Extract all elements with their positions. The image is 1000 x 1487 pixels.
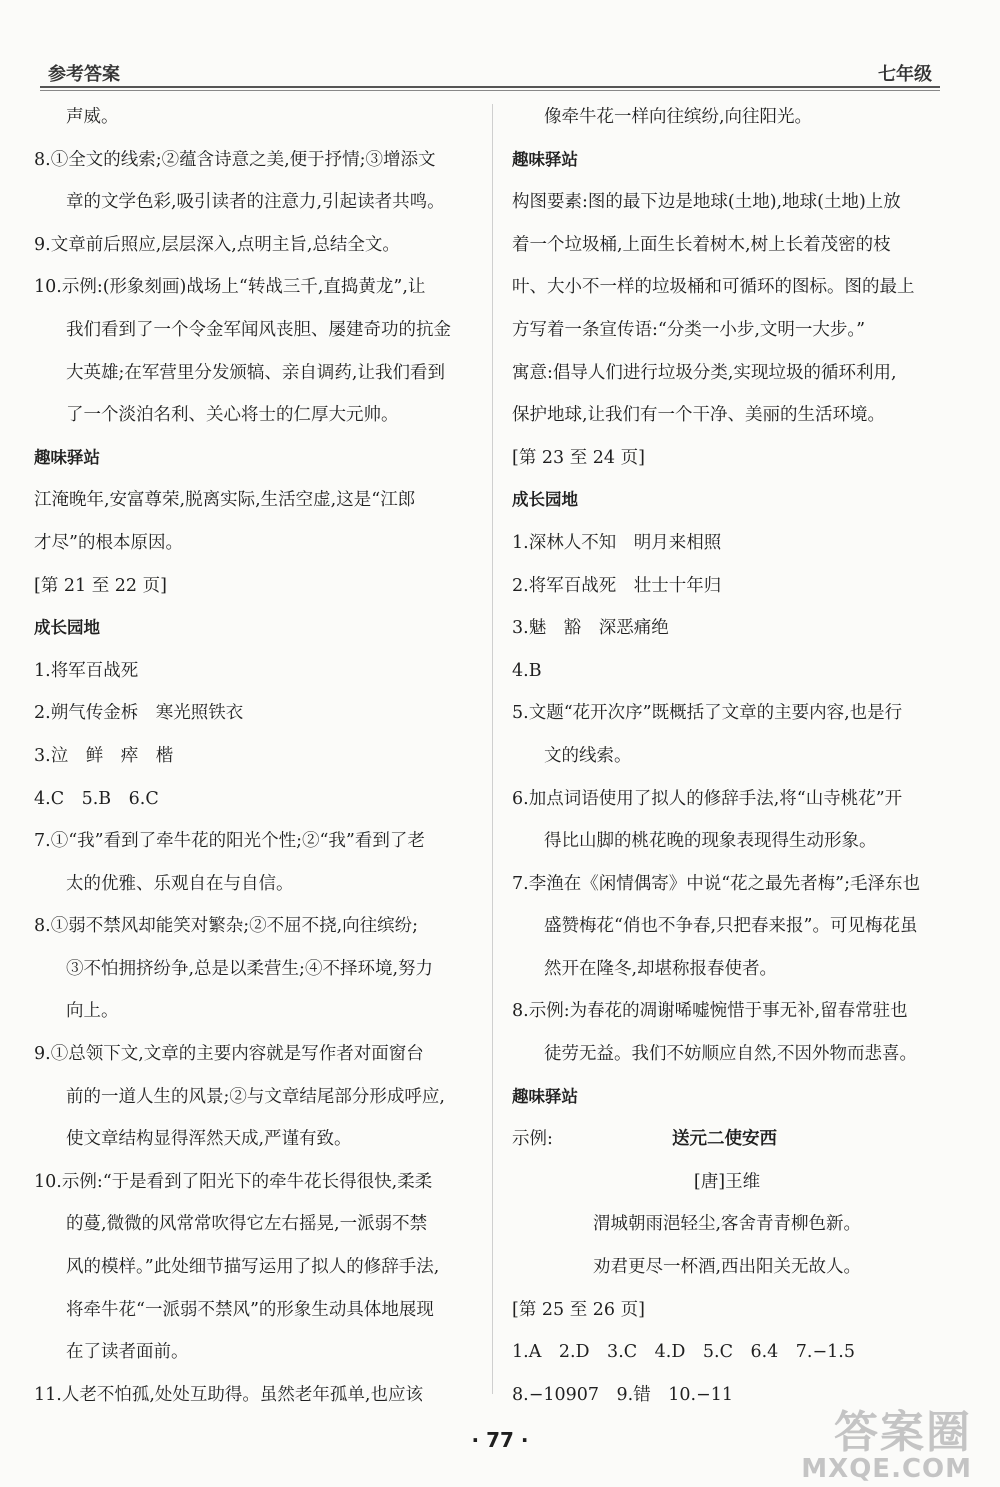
poem-line: 渭城朝雨浥轻尘,客舍青青柳色新。 [592, 1214, 862, 1235]
answer-item: 7.①“我”看到了牵牛花的阳光个性;②“我”看到了老 [34, 831, 425, 852]
text-line: 像牵牛花一样向往缤纷,向往阳光。 [544, 107, 813, 127]
answer-item: 5.文题“花开次序”既概括了文章的主要内容,也是行 [512, 703, 903, 724]
answer-item: 8.①全文的线索;②蕴含诗意之美,便于抒情;③增添文 [34, 149, 436, 170]
page-range-label: [第 25 至 26 页] [512, 1299, 645, 1320]
text-line: 叶、大小不一样的垃圾桶和可循环的图标。图的最上 [512, 277, 915, 298]
answer-item: 4.C 5.B 6.C [34, 788, 159, 809]
answer-item: 1.将军百战死 [34, 660, 139, 681]
section-heading: 趣味驿站 [512, 149, 578, 169]
answer-item: 8.①弱不禁风却能笑对繁杂;②不屈不挠,向往缤纷; [34, 916, 419, 937]
right-column [512, 96, 942, 1416]
header-rule-thin [40, 90, 940, 91]
text-line: 文的线索。 [544, 745, 632, 766]
example-label: 示例: [512, 1129, 553, 1150]
text-line: 着一个垃圾桶,上面生长着树木,树上长着茂密的枝 [512, 234, 891, 255]
answer-item: 6.加点词语使用了拟人的修辞手法,将“山寺桃花”开 [512, 788, 903, 809]
answer-item: 10.示例:“于是看到了阳光下的牵牛花长得很快,柔柔 [34, 1171, 433, 1192]
answer-item: 4.B [512, 660, 542, 681]
left-column [34, 96, 474, 1416]
answer-item: 3.泣 鲜 瘁 楷 [34, 745, 174, 766]
poem-title: 送元二使安西 [672, 1129, 777, 1150]
answer-item: 9.①总领下文,文章的主要内容就是写作者对面窗台 [34, 1044, 424, 1065]
text-line: 的蔓,微微的风常常吹得它左右摇晃,一派弱不禁 [66, 1214, 428, 1235]
watermark-url: MXQE.COM [801, 1454, 972, 1484]
answer-item: 9.文章前后照应,层层深入,点明主旨,总结全文。 [34, 234, 400, 255]
text-line: 将牵牛花“一派弱不禁风”的形象生动具体地展现 [66, 1299, 434, 1320]
text-line: 得比山脚的桃花晚的现象表现得生动形象。 [544, 831, 877, 852]
poem-author: [唐]王维 [693, 1171, 761, 1192]
answer-item: 1.A 2.D 3.C 4.D 5.C 6.4 7.−1.5 [512, 1342, 855, 1363]
answer-item: 11.人老不怕孤,处处互助得。虽然老年孤单,也应该 [34, 1384, 423, 1405]
text-line: 江淹晚年,安富尊荣,脱离实际,生活空虚,这是“江郎 [34, 490, 416, 511]
watermark [801, 1396, 972, 1484]
text-line: 盛赞梅花“俏也不争春,只把春来报”。可见梅花虽 [544, 916, 918, 937]
text-line: 太的优雅、乐观自在与自信。 [66, 873, 294, 894]
answer-item: 7.李渔在《闲情偶寄》中说“花之最先者梅”;毛泽东也 [512, 873, 920, 894]
page-range-label: [第 23 至 24 页] [512, 447, 645, 468]
text-line: 了一个淡泊名利、关心将士的仁厚大元帅。 [66, 405, 399, 426]
text-line: 大英雄;在军营里分发颁犒、亲自调药,让我们看到 [66, 362, 445, 383]
text-line: 徒劳无益。我们不妨顺应自然,不因外物而悲喜。 [544, 1044, 918, 1065]
section-heading: 成长园地 [34, 618, 100, 638]
text-line: 章的文学色彩,吸引读者的注意力,引起读者共鸣。 [66, 192, 445, 213]
text-line: 向上。 [66, 1001, 119, 1022]
page-range-label: [第 21 至 22 页] [34, 575, 167, 596]
text-line: 风的模样。”此处细节描写运用了拟人的修辞手法, [66, 1257, 440, 1278]
watermark-logo-text: 答案圈 [834, 1407, 972, 1458]
answer-item: 3.魅 豁 深恶痛绝 [512, 618, 669, 639]
text-line: 方写着一条宣传语:“分类一小步,文明一大步。” [512, 319, 866, 340]
text-line: 保护地球,让我们有一个干净、美丽的生活环境。 [512, 405, 886, 426]
text-line: 在了读者面前。 [66, 1342, 189, 1363]
header-grade: 七年级 [878, 64, 932, 85]
answer-item: 10.示例:(形象刻画)战场上“转战三千,直捣黄龙”,让 [34, 277, 426, 298]
text-line: 声威。 [66, 107, 119, 127]
text-line: 前的一道人生的风景;②与文章结尾部分形成呼应, [66, 1086, 445, 1107]
text-line: 然开在隆冬,却堪称报春使者。 [544, 958, 778, 979]
answer-item: 8.示例:为春花的凋谢唏嘘惋惜于事无补,留春常驻也 [512, 1001, 908, 1022]
text-line: 构图要素:图的最下边是地球(土地),地球(土地)上放 [512, 192, 901, 213]
text-line: ③不怕拥挤纷争,总是以柔营生;④不择环境,努力 [66, 958, 434, 979]
section-heading: 成长园地 [512, 490, 578, 510]
text-line: 寓意:倡导人们进行垃圾分类,实现垃圾的循环利用, [512, 362, 897, 383]
page-number: · 77 · [471, 1428, 529, 1452]
answer-item: 2.将军百战死 壮士十年归 [512, 575, 722, 596]
text-line: 才尽”的根本原因。 [34, 532, 183, 553]
column-divider [492, 104, 493, 1394]
header-title: 参考答案 [48, 64, 120, 85]
text-line: 我们看到了一个令金军闻风丧胆、屡建奇功的抗金 [66, 319, 451, 340]
answer-item: 1.深林人不知 明月来相照 [512, 532, 722, 553]
section-heading: 趣味驿站 [512, 1086, 578, 1106]
poem-title-line [512, 1118, 942, 1161]
text-line: 使文章结构显得浑然天成,严谨有致。 [66, 1129, 352, 1150]
answer-item: 8.−10907 9.错 10.−11 [512, 1384, 733, 1405]
page-header [40, 58, 940, 88]
header-rule [40, 86, 940, 88]
section-heading: 趣味驿站 [34, 447, 100, 467]
poem-line: 劝君更尽一杯酒,西出阳关无故人。 [592, 1257, 862, 1278]
answer-item: 2.朔气传金柝 寒光照铁衣 [34, 703, 244, 724]
